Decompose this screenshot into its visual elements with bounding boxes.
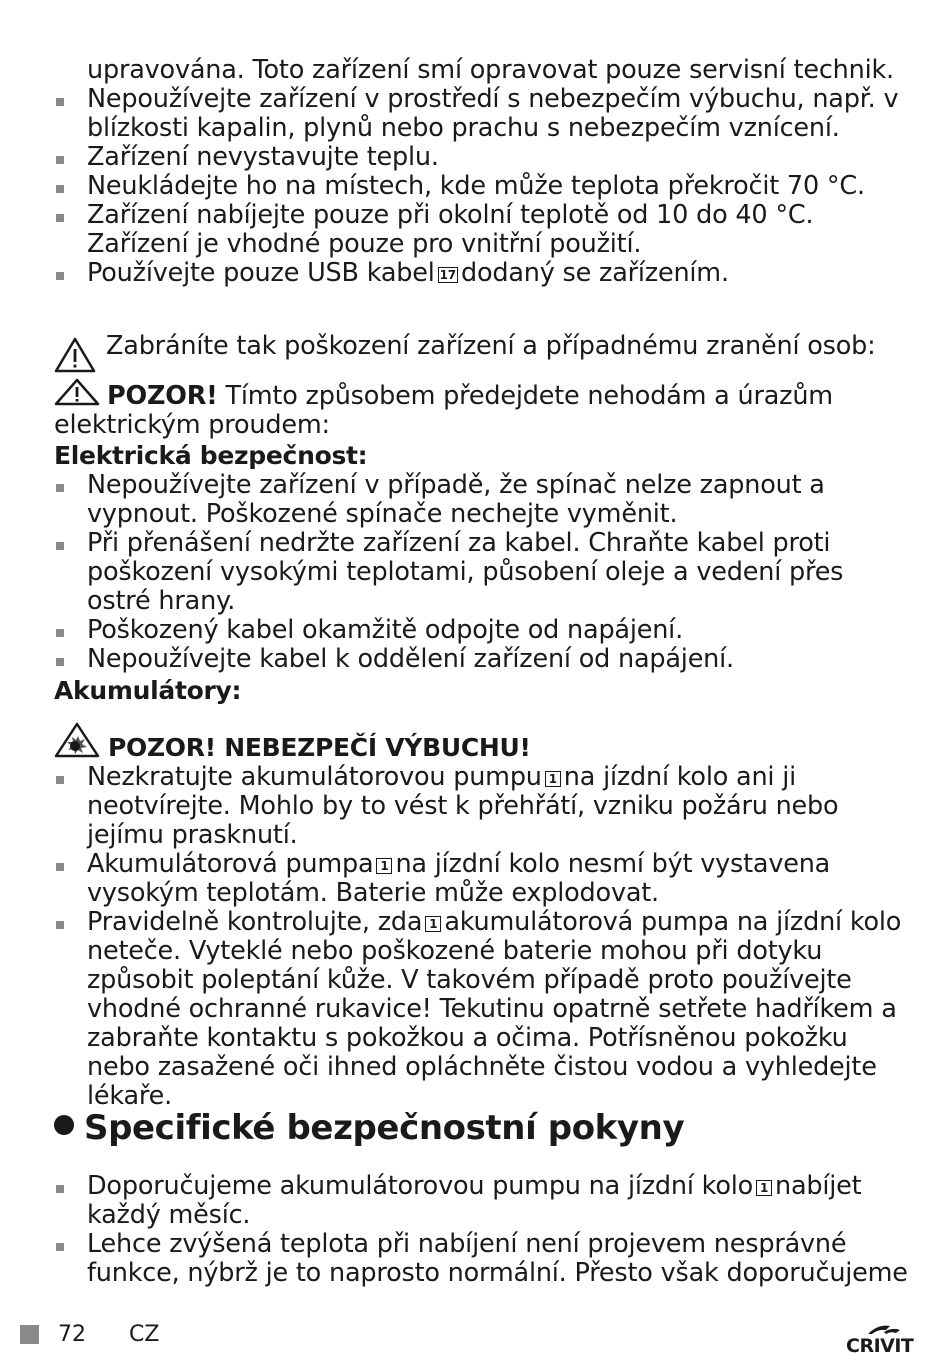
item-text: Lehce zvýšená teplota při nabíjení není projevem nesprávné funkce, nýbrž je to naprosto normální. Přesto však doporučujeme bbox=[87, 1229, 908, 1288]
bullet-dot-icon bbox=[54, 1115, 74, 1135]
item-text: nabíjet každý měsíc. bbox=[87, 1171, 862, 1230]
page-number: 72 bbox=[58, 1322, 86, 1347]
safety-list bbox=[54, 85, 914, 288]
specific-list bbox=[54, 1172, 914, 1288]
list-item: Zařízení nabíjejte pouze při okolní teplotě od 10 do 40 °C. Zařízení je vhodné pouze pro vnitřní použití. bbox=[54, 201, 914, 259]
electric-warning bbox=[54, 382, 879, 440]
warning-label: POZOR! bbox=[107, 381, 218, 411]
list-item bbox=[54, 259, 914, 288]
item-text: Pravidelně kontrolujte, zda bbox=[87, 907, 423, 937]
part-reference: 1 bbox=[545, 771, 561, 787]
section-title bbox=[54, 1107, 684, 1149]
crivit-logo bbox=[846, 1322, 914, 1358]
item-text: Nezkratujte akumulátorovou pumpu bbox=[87, 762, 542, 792]
explosion-warning-text: POZOR! NEBEZPEČÍ VÝBUCHU! bbox=[108, 733, 531, 762]
item-text: akumulátorová pumpa na jízdní kolo neteče. Vyteklé nebo poškozené baterie mohou při dotyku způsobit poleptání kůže. V takovém případě proto používejte vhodné ochranné rukavice! Tekutinu opatrně setřete hadříkem a zabraňte kontaktu s pokožkou a očima. Potřísněnou pokožku nebo zasažené oči ihned opláchněte čistou vodou a vyhledejte lékaře. bbox=[87, 907, 902, 1111]
list-item: Při přenášení nedržte zařízení za kabel. Chraňte kabel proti poškození vysokými teplotami, působení oleje a vedení přes ostré hrany. bbox=[54, 529, 914, 616]
list-item: Nepoužívejte zařízení v prostředí s nebezpečím výbuchu, např. v blízkosti kapalin, plynů nebo prachu s nebezpečím vznícení. bbox=[54, 85, 914, 143]
explosion-warning-icon bbox=[54, 722, 100, 758]
list-item: Nepoužívejte kabel k oddělení zařízení od napájení. bbox=[54, 645, 914, 674]
part-reference: 1 bbox=[756, 1180, 772, 1196]
batteries-heading: Akumulátory: bbox=[54, 676, 242, 705]
warning-triangle-icon bbox=[54, 337, 96, 373]
item-text: dodaný se zařízením. bbox=[460, 258, 729, 288]
electrical-safety-heading: Elektrická bezpečnost: bbox=[54, 441, 368, 470]
list-item: Nepoužívejte zařízení v případě, že spínač nelze zapnout a vypnout. Poškozené spínače nechejte vyměnit. bbox=[54, 471, 914, 529]
list-item bbox=[54, 850, 916, 908]
warning-text: Zabráníte tak poškození zařízení a případnému zranění osob: bbox=[106, 331, 876, 361]
section-title-text: Specifické bezpečnostní pokyny bbox=[84, 1108, 685, 1148]
list-item bbox=[54, 908, 916, 1111]
batteries-list bbox=[54, 763, 916, 1111]
list-item: Poškozený kabel okamžitě odpojte od napájení. bbox=[54, 616, 914, 645]
item-text: Akumulátorová pumpa bbox=[87, 849, 374, 879]
list-item bbox=[54, 1230, 914, 1288]
list-item: Neukládejte ho na místech, kde může teplota překročit 70 °C. bbox=[54, 172, 914, 201]
intro-continuation: upravována. Toto zařízení smí opravovat pouze servisní technik. bbox=[87, 55, 894, 85]
item-text: Doporučujeme akumulátorovou pumpu na jízdní kolo bbox=[87, 1171, 754, 1201]
language-code: CZ bbox=[129, 1322, 160, 1347]
item-text: Používejte pouze USB kabel bbox=[87, 258, 435, 288]
item-text: na jízdní kolo ani ji neotvírejte. Mohlo by to vést k přehřátí, vzniku požáru nebo jejímu prasknutí. bbox=[87, 762, 839, 850]
logo-text: CRIVIT bbox=[846, 1335, 914, 1357]
part-reference: 17 bbox=[439, 268, 456, 282]
list-item bbox=[54, 763, 916, 850]
electrical-list bbox=[54, 471, 914, 674]
footer-marker bbox=[20, 1325, 39, 1344]
part-reference: 1 bbox=[425, 916, 441, 932]
warning-text: Tímto způsobem předejdete nehodám a úrazům elektrickým proudem: bbox=[54, 381, 833, 440]
list-item bbox=[54, 1172, 914, 1230]
list-item: Zařízení nevystavujte teplu. bbox=[54, 143, 914, 172]
item-text: na jízdní kolo nesmí být vystavena vysokým teplotám. Baterie může explodovat. bbox=[87, 849, 831, 908]
logo-swoosh-icon bbox=[864, 1322, 904, 1336]
part-reference: 1 bbox=[376, 858, 392, 874]
